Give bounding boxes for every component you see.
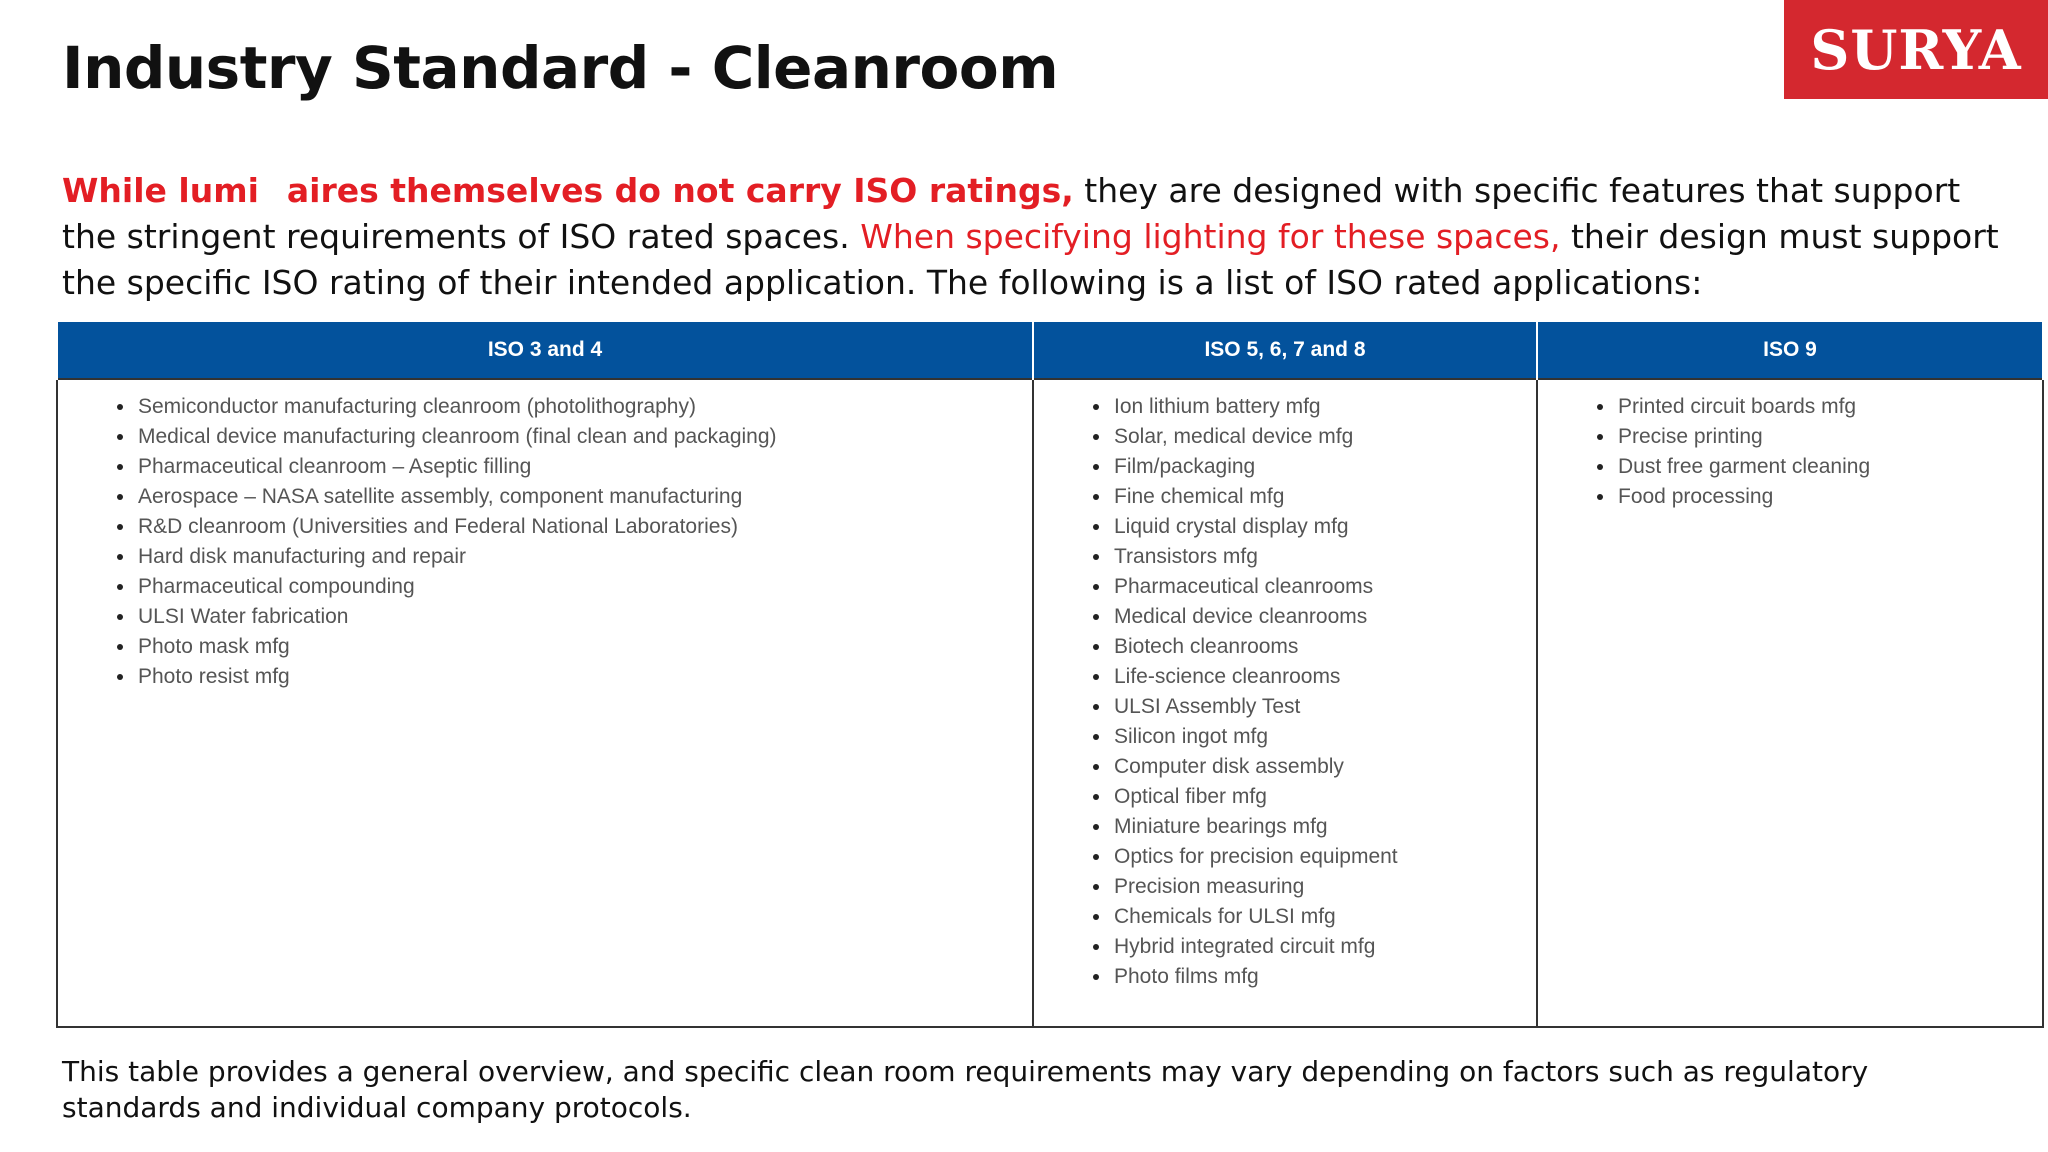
list-item: • Ion lithium battery mfg [1112,392,1536,422]
list-item: • Pharmaceutical compounding [136,572,1032,602]
column-header-iso-9: ISO 9 [1537,322,2043,379]
list-item: • Biotech cleanrooms [1112,632,1536,662]
intro-text-4: their design must support the specific ISO rating of their intended application. The following is a list of ISO rated applications: [62,217,1999,302]
list-item: • Pharmaceutical cleanrooms [1112,572,1536,602]
list-item: • Photo resist mfg [136,662,1032,692]
list-item: • Silicon ingot mfg [1112,722,1536,752]
list-item: • Medical device manufacturing cleanroom (final clean and packaging) [136,422,1032,452]
footer-note: This table provides a general overview, and specific clean room requirements may vary depending on factors such as regulatory standards and individual company protocols. [62,1055,1869,1124]
page-title: Industry Standard - Cleanroom [62,34,1059,102]
iso-9-cell [1537,379,2043,1027]
list-item: • Semiconductor manufacturing cleanroom (photolithography) [136,392,1032,422]
list-item: • Life-science cleanrooms [1112,662,1536,692]
list-item: • Chemicals for ULSI mfg [1112,902,1536,932]
column-header-iso-3-4: ISO 3 and 4 [57,322,1033,379]
intro-paragraph [62,168,2022,306]
list-item: • Dust free garment cleaning [1616,452,2042,482]
intro-highlight-1b: aires themselves do not carry ISO ratings, [286,171,1074,210]
intro-text-2: they are designed with specific features that support the stringent requirements of ISO rated spaces. [62,171,1961,256]
surya-logo [1784,0,2048,99]
iso-table-header-row [57,322,2043,379]
logo-text: SURYA [1810,17,2022,82]
iso-5-8-cell [1033,379,1537,1027]
list-item: • Miniature bearings mfg [1112,812,1536,842]
iso-3-4-cell [57,379,1033,1027]
list-item: • Photo films mfg [1112,962,1536,992]
list-item: • Optics for precision equipment [1112,842,1536,872]
list-item: • R&D cleanroom (Universities and Federal National Laboratories) [136,512,1032,542]
list-item: • Liquid crystal display mfg [1112,512,1536,542]
list-item: • Fine chemical mfg [1112,482,1536,512]
intro-highlight-2: When specifying lighting for these spaces, [860,217,1561,256]
list-item: • Solar, medical device mfg [1112,422,1536,452]
intro-highlight-1: While lumi [62,171,259,210]
iso-table [56,322,2044,1028]
list-item: • Aerospace – NASA satellite assembly, component manufacturing [136,482,1032,512]
iso-5-8-list [1034,392,1536,992]
list-item: • Printed circuit boards mfg [1616,392,2042,422]
iso-3-4-list [58,392,1032,692]
list-item: • ULSI Water fabrication [136,602,1032,632]
iso-table-body-row [57,379,2043,1027]
list-item: • Medical device cleanrooms [1112,602,1536,632]
list-item: • Transistors mfg [1112,542,1536,572]
list-item: • Optical fiber mfg [1112,782,1536,812]
list-item: • Computer disk assembly [1112,752,1536,782]
list-item: • Food processing [1616,482,2042,512]
iso-9-list [1538,392,2042,512]
list-item: • ULSI Assembly Test [1112,692,1536,722]
list-item: • Film/packaging [1112,452,1536,482]
list-item: • Hard disk manufacturing and repair [136,542,1032,572]
list-item: • Pharmaceutical cleanroom – Aseptic filling [136,452,1032,482]
list-item: • Photo mask mfg [136,632,1032,662]
list-item: • Hybrid integrated circuit mfg [1112,932,1536,962]
column-header-iso-5-8: ISO 5, 6, 7 and 8 [1033,322,1537,379]
list-item: • Precise printing [1616,422,2042,452]
list-item: • Precision measuring [1112,872,1536,902]
